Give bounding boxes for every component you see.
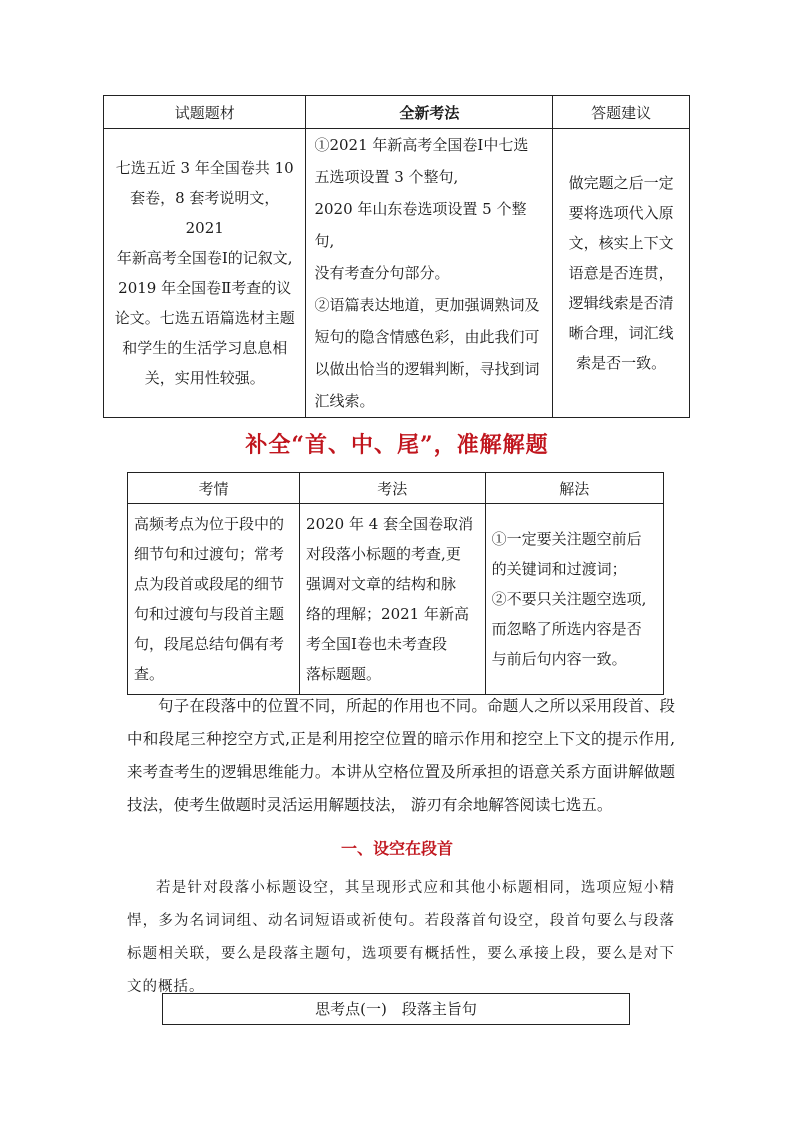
thinking-point-box: 思考点(一) 段落主旨句 — [162, 993, 630, 1025]
line: 2019 年全国卷Ⅱ考查的议 — [118, 279, 292, 297]
line: 和学生的生活学习息息相 — [122, 339, 288, 357]
line: 索是否一致。 — [576, 354, 667, 372]
line: 对段落小标题的考查,更 — [306, 545, 461, 563]
line: 没有考查分句部分。 — [314, 264, 450, 282]
intro-paragraph: 句子在段落中的位置不同，所起的作用也不同。命题人之所以采用段首、段中和段尾三种挖空方式,正是利用挖空位置的暗示作用和挖空上下文的提示作用,来考查考生的逻辑思维能力。本讲从空格位置及所承担的语意关系方面讲解做题技法，使考生做题时灵活运用解题技法， 游刃有余地解答阅读七选五。 — [127, 697, 675, 814]
header-new-method: 全新考法 — [306, 96, 553, 129]
line: 逻辑线索是否清 — [568, 294, 674, 312]
explanation-paragraph: 若是针对段落小标题设空，其呈现形式应和其他小标题相同，选项应短小精悍，多为名词词组、动名词短语或祈使句。若段落首句设空，段首句要么与段落标题相关联，要么是段落主题句，选项要有概括性，要么承接上段，要么是对下文的概括。 — [127, 880, 675, 995]
line: 以做出恰当的逻辑判断，寻找到词 — [314, 360, 540, 378]
line: 高频考点为位于段中的 — [134, 515, 285, 533]
line: 句，段尾总结句偶有考 — [134, 635, 285, 653]
method-cell — [300, 504, 486, 695]
header-method: 考法 — [300, 473, 486, 504]
line: 句和过渡句与段首主题 — [134, 605, 285, 623]
header-solution: 解法 — [485, 473, 663, 504]
solution-cell — [485, 504, 663, 695]
line: 查。 — [134, 665, 165, 683]
line: 考全国Ⅰ卷也未考查段 — [306, 635, 447, 653]
line: 2020 年山东卷选项设置 5 个整句, — [314, 200, 527, 250]
line: ②不要只关注题空选项, — [491, 590, 647, 608]
advice-cell — [553, 129, 690, 418]
line: 要将选项代入原 — [568, 204, 674, 222]
line: 论文。七选五语篇选材主题 — [114, 309, 295, 327]
material-cell — [104, 129, 306, 418]
line: 短句的隐含情感色彩，由此我们可 — [314, 328, 540, 346]
line: 年新高考全国卷Ⅰ的记叙文, — [116, 249, 293, 267]
header-material: 试题题材 — [104, 96, 306, 129]
line: 强调对文章的结构和脉 — [306, 575, 457, 593]
header-situation: 考情 — [128, 473, 300, 504]
line: 语意是否连贯， — [568, 264, 674, 282]
new-method-cell — [306, 129, 553, 418]
line: 晰合理，词汇线 — [568, 324, 674, 342]
line: 五选项设置 3 个整句, — [314, 168, 459, 186]
exam-overview-table — [103, 95, 690, 418]
line: 落标题题。 — [306, 665, 382, 683]
line: 文，核实上下文 — [568, 234, 674, 252]
line: 与前后句内容一致。 — [491, 650, 627, 668]
line: 七选五近 3 年全国卷共 10 — [115, 159, 294, 177]
header-advice: 答题建议 — [553, 96, 690, 129]
line: 而忽略了所选内容是否 — [491, 620, 642, 638]
line: 套卷，8 套考说明文，2021 — [130, 189, 280, 237]
line: 细节句和过渡句；常考 — [134, 545, 285, 563]
line: 汇线索。 — [314, 392, 375, 410]
line: 做完题之后一定 — [568, 174, 674, 192]
subsection-title: 一、设空在段首 — [340, 839, 453, 858]
line: 关，实用性较强。 — [144, 369, 265, 387]
exam-strategy-table — [127, 472, 664, 695]
line: 的关键词和过渡词； — [491, 560, 627, 578]
line: 点为段首或段尾的细节 — [134, 575, 285, 593]
line: ①2021 年新高考全国卷Ⅰ中七选 — [314, 136, 529, 154]
section-heading: 补全“首、中、尾”，准解解题 — [245, 432, 549, 458]
situation-cell — [128, 504, 300, 695]
line: ①一定要关注题空前后 — [491, 530, 642, 548]
line: 2020 年 4 套全国卷取消 — [306, 515, 474, 533]
line: ②语篇表达地道，更加强调熟词及 — [314, 296, 540, 314]
line: 络的理解；2021 年新高 — [306, 605, 469, 623]
